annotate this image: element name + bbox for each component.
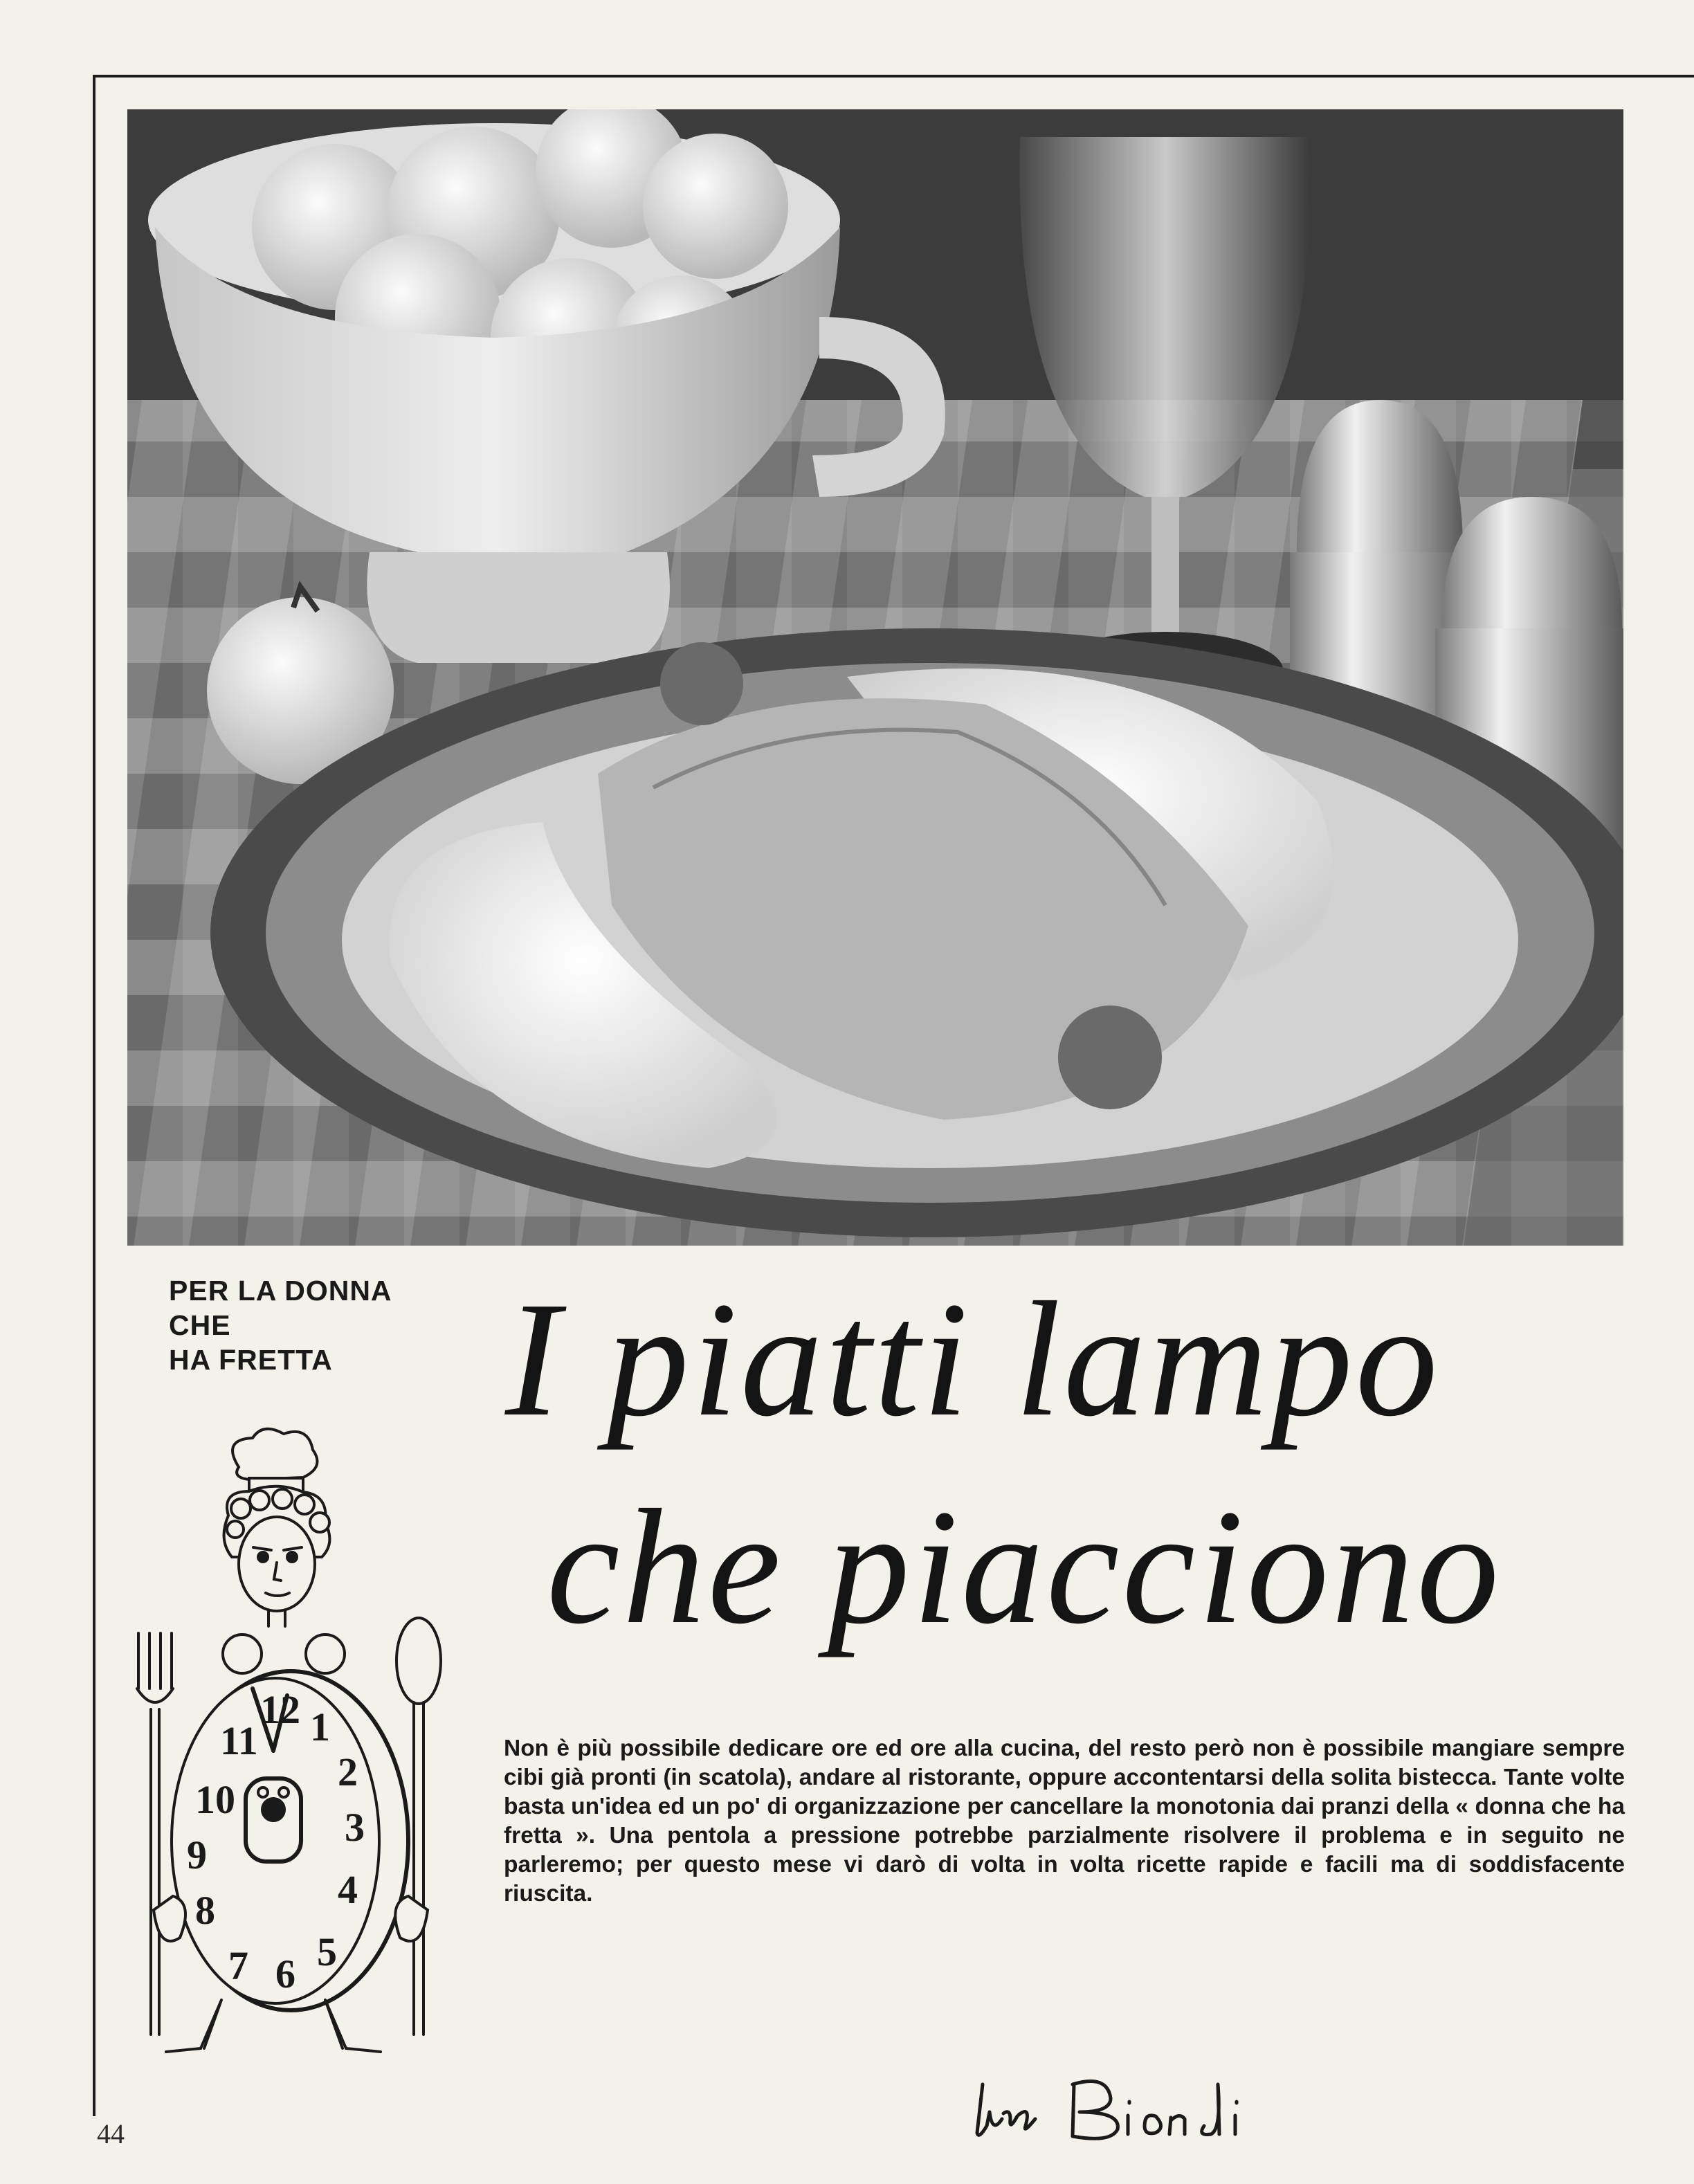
author-signature	[969, 2071, 1259, 2150]
clock-numeral: 2	[338, 1749, 358, 1794]
clock-numeral: 11	[220, 1718, 258, 1763]
clock-numeral: 1	[310, 1704, 330, 1749]
kicker	[169, 1273, 392, 1377]
chef-hat-icon	[233, 1429, 317, 1480]
clock-numeral: 7	[228, 1943, 248, 1988]
headline-line-1: I piatti lampo	[505, 1268, 1441, 1450]
clock-numeral: 9	[187, 1832, 207, 1877]
clock-numeral: 3	[345, 1805, 365, 1850]
kicker-line-3: HA FRETTA	[169, 1344, 333, 1376]
fork-icon	[137, 1633, 173, 2035]
clock-numeral: 6	[275, 1951, 295, 1996]
frame-rule-top	[93, 75, 1694, 78]
headline-line-2: che piacciono	[547, 1476, 1502, 1658]
food-photograph	[127, 109, 1623, 1246]
clock-numeral: 12	[260, 1687, 300, 1732]
kicker-line-2: CHE	[169, 1309, 231, 1341]
clock-numeral: 5	[317, 1929, 337, 1974]
clock-numeral: 4	[338, 1867, 358, 1912]
cook-face	[224, 1486, 330, 1626]
clock-cook-illustration	[118, 1426, 464, 2069]
intro-paragraph: Non è più possibile dedicare ore ed ore alla cucina, del resto però non è possibile mangiare sempre cibi già pronti (in scatola), andare al ristorante, oppure accontentarsi della solita bistecca. Tante volte basta un'idea ed un po' di organizzazione per cancellare la monotonia dai pranzi della « donna che ha fretta ». Una pentola a pressione potrebbe parzialmente risolvere il problema e in seguito ne parleremo; per questo mese vi darò di volta in volta ricette rapide e facili ma di soddisfacente riuscita.	[504, 1736, 1625, 1907]
kicker-line-1: PER LA DONNA	[169, 1275, 392, 1307]
clock-numeral: 8	[195, 1888, 215, 1933]
frame-rule-left	[93, 75, 95, 2116]
page-number: 44	[97, 2118, 125, 2149]
clock-numeral: 10	[195, 1777, 235, 1822]
